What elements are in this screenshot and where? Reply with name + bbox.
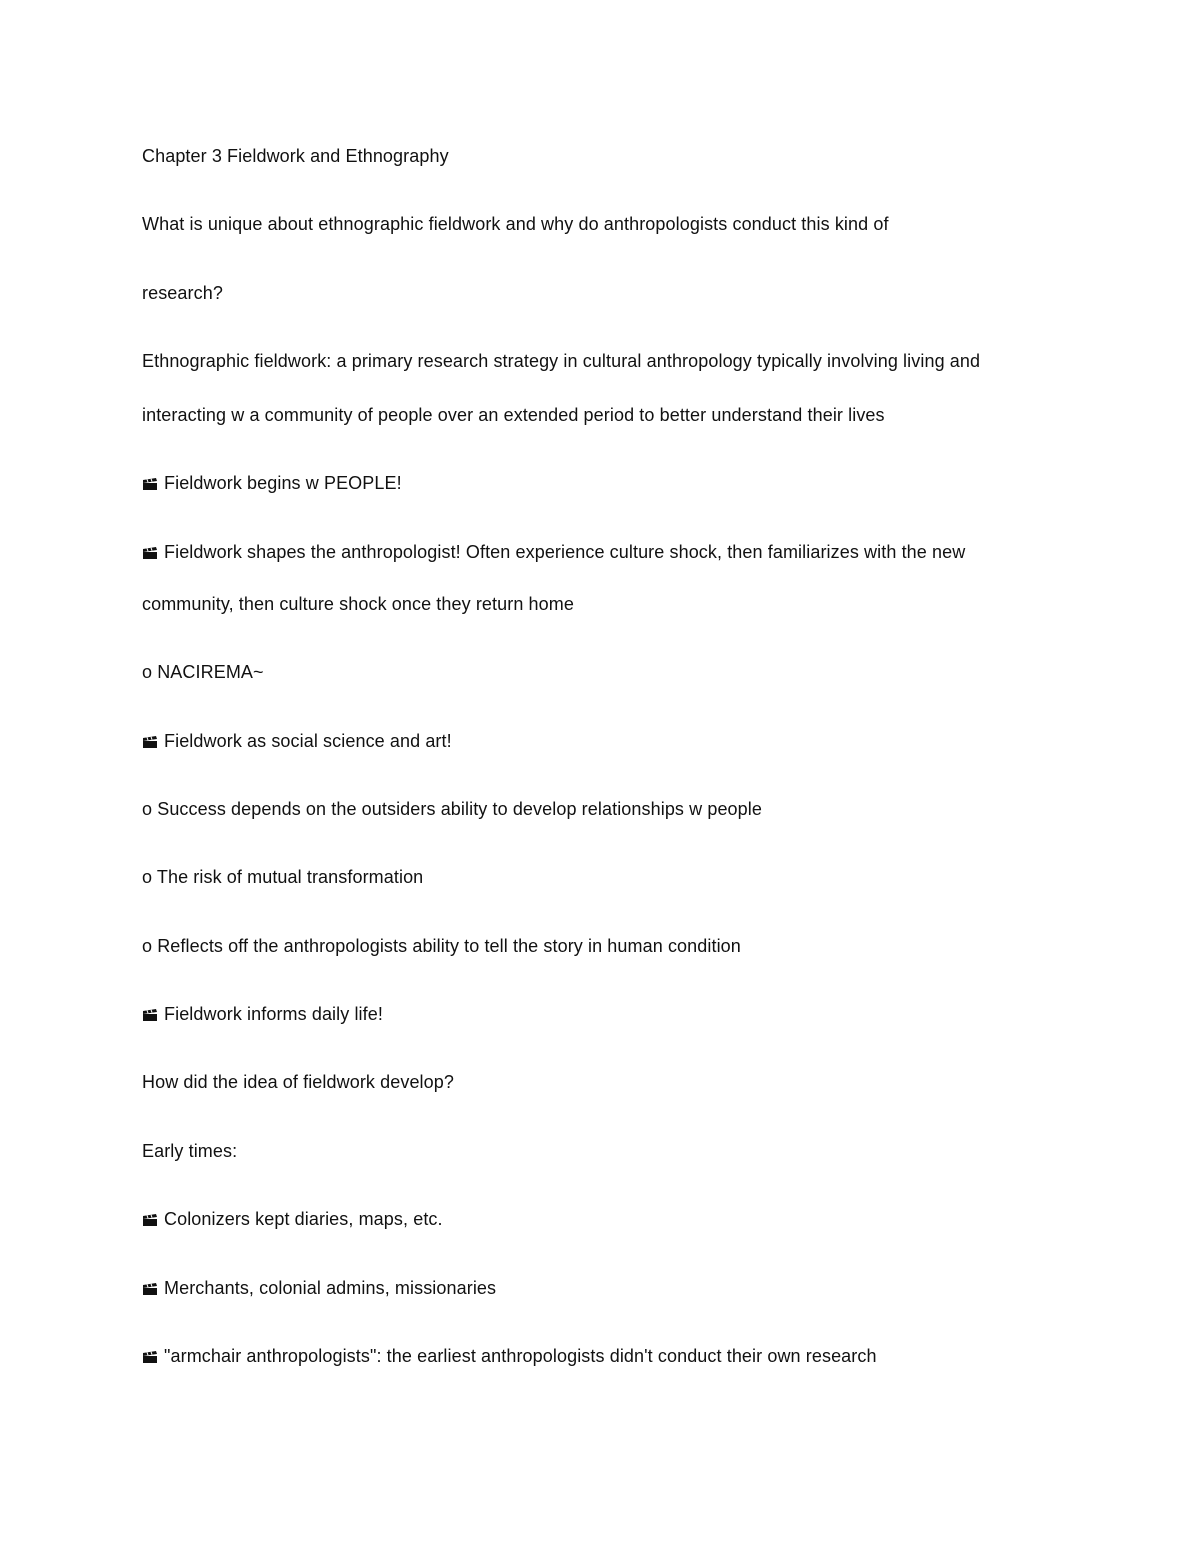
bullet-item	[142, 471, 402, 495]
section-label: Early times:	[142, 1141, 238, 1161]
bullet-text: "armchair anthropologists": the earliest anthropologists didn't conduct their own research	[164, 1346, 877, 1366]
clapperboard-icon	[142, 478, 158, 490]
clapperboard-icon	[142, 547, 158, 559]
bullet-text: Merchants, colonial admins, missionaries	[164, 1278, 497, 1298]
bullet-item	[142, 1276, 496, 1300]
bullet-item	[142, 1002, 383, 1026]
bullet-continuation: community, then culture shock once they return home	[142, 594, 574, 614]
sub-bullet-item: o The risk of mutual transformation	[142, 867, 424, 887]
definition-line: Ethnographic fieldwork: a primary research strategy in cultural anthropology typically involving living and	[142, 351, 981, 371]
clapperboard-icon	[142, 1009, 158, 1021]
sub-bullet-item: o Success depends on the outsiders ability to develop relationships w people	[142, 799, 762, 819]
clapperboard-icon	[142, 1351, 158, 1363]
bullet-text: Fieldwork informs daily life!	[164, 1004, 383, 1024]
page-title: Chapter 3 Fieldwork and Ethnography	[142, 146, 449, 166]
bullet-item	[142, 1207, 443, 1231]
clapperboard-icon	[142, 1214, 158, 1226]
question-line: research?	[142, 283, 223, 303]
bullet-item	[142, 1344, 877, 1368]
bullet-text: Colonizers kept diaries, maps, etc.	[164, 1209, 443, 1229]
bullet-text: Fieldwork as social science and art!	[164, 731, 452, 751]
sub-bullet-item: o Reflects off the anthropologists ability to tell the story in human condition	[142, 936, 741, 956]
bullet-text: Fieldwork begins w PEOPLE!	[164, 473, 402, 493]
clapperboard-icon	[142, 1283, 158, 1295]
clapperboard-icon	[142, 736, 158, 748]
sub-bullet-item: o NACIREMA~	[142, 662, 264, 682]
bullet-text: Fieldwork shapes the anthropologist! Often experience culture shock, then familiarizes with the new	[164, 542, 966, 562]
question-line: How did the idea of fieldwork develop?	[142, 1072, 454, 1092]
bullet-item	[142, 729, 452, 753]
bullet-item	[142, 540, 965, 564]
definition-line: interacting w a community of people over an extended period to better understand their lives	[142, 405, 885, 425]
question-line: What is unique about ethnographic fieldwork and why do anthropologists conduct this kind of	[142, 214, 889, 234]
